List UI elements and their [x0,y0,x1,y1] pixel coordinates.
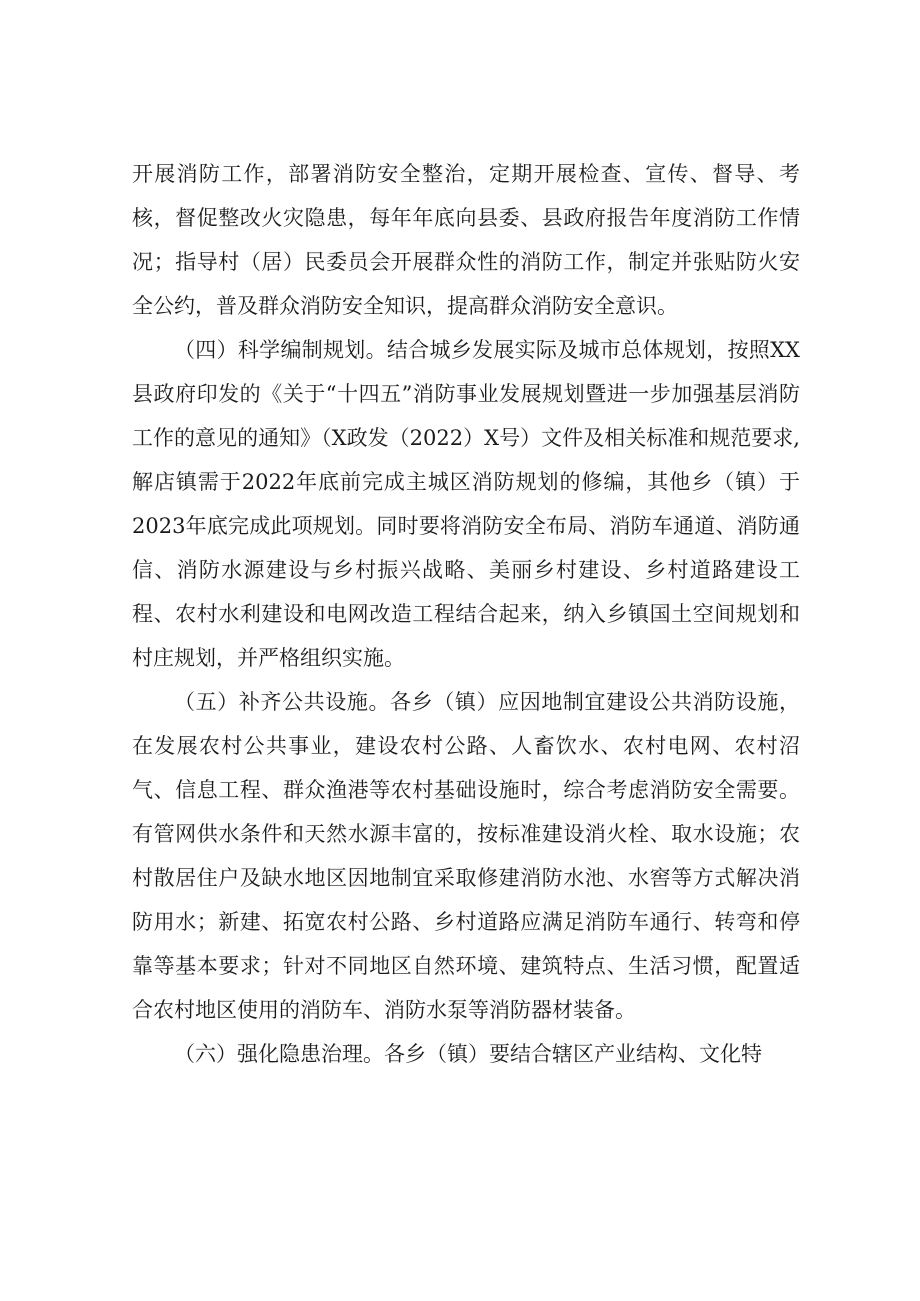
paragraph-section-5-public-facilities: （五）补齐公共设施。各乡（镇）应因地制宜建设公共消防设施，在发展农村公共事业，建设农村公路、人畜饮水、农村电网、农村沼气、信息工程、群众渔港等农村基础设施时，综合考虑消防安全需要。有管网供水条件和天然水源丰富的，按标准建设消火栓、取水设施；农村散居住户及缺水地区因地制宜采取修建消防水池、水窖等方式解决消防用水；新建、拓宽农村公路、乡村道路应满足消防车通行、转弯和停靠等基本要求；针对不同地区自然环境、建筑特点、生活习惯，配置适合农村地区使用的消防车、消防水泵等消防器材装备。 [132,690,800,1022]
paragraph-continuation: 开展消防工作，部署消防安全整治，定期开展检查、宣传、督导、考核，督促整改火灾隐患，每年年底向县委、县政府报告年度消防工作情况；指导村（居）民委员会开展群众性的消防工作，制定并张贴防火安全公约，普及群众消防安全知识，提高群众消防安全意识。 [132,162,800,318]
document-body [132,152,800,1076]
paragraph-section-4-planning: （四）科学编制规划。结合城乡发展实际及城市总体规划，按照XX县政府印发的《关于“十四五”消防事业发展规划暨进一步加强基层消防工作的意见的通知》（X政发（2022）X号）文件及相关标准和规范要求,解店镇需于2022年底前完成主城区消防规划的修编，其他乡（镇）于2023年底完成此项规划。同时要将消防安全布局、消防车通道、消防通信、消防水源建设与乡村振兴战略、美丽乡村建设、乡村道路建设工程、农村水利建设和电网改造工程结合起来，纳入乡镇国土空间规划和村庄规划，并严格组织实施。 [132,338,800,670]
paragraph-section-6-hazard-management: （六）强化隐患治理。各乡（镇）要结合辖区产业结构、文化特 [174,1042,762,1066]
